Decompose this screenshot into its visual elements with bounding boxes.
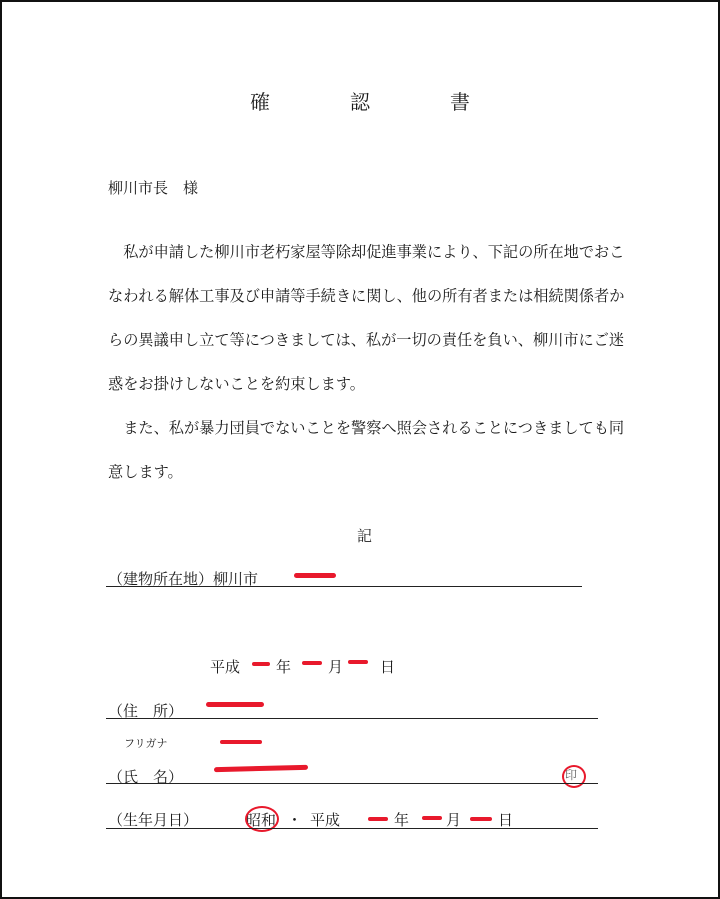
- birth-label: （生年月日）: [108, 811, 199, 829]
- date-era: 平成: [210, 658, 241, 676]
- redaction-mark: [214, 765, 308, 772]
- redaction-mark: [302, 661, 322, 665]
- addressee: 柳川市長 様: [108, 179, 199, 197]
- furigana-label: フリガナ: [124, 737, 168, 750]
- location-underline: [106, 586, 582, 587]
- ki-heading: 記: [357, 527, 373, 545]
- seal-circle: [562, 765, 586, 788]
- name-label: （氏 名）: [108, 768, 184, 786]
- birth-underline: [106, 828, 598, 829]
- redaction-mark: [294, 573, 336, 578]
- date-day: 日: [380, 658, 396, 676]
- redaction-mark: [422, 816, 442, 820]
- birth-era-showa: 昭和: [246, 811, 277, 829]
- redaction-mark: [470, 817, 492, 821]
- birth-day: 日: [498, 811, 514, 829]
- redaction-mark: [252, 662, 270, 666]
- redaction-mark: [368, 817, 388, 821]
- redaction-mark: [206, 702, 264, 707]
- date-month: 月: [328, 658, 344, 676]
- document-title: 確 認 書: [250, 90, 500, 114]
- date-year: 年: [276, 658, 292, 676]
- birth-year: 年: [394, 811, 410, 829]
- redaction-mark: [220, 740, 262, 744]
- seal-char: 印: [565, 768, 578, 782]
- body-paragraph-1: 私が申請した柳川市老朽家屋等除却促進事業により、下記の所在地でおこなわれる解体工事及び申請等手続きに関し、他の所有者または相続関係者からの異議申し立て等につきましては、私が一切の責任を負い、柳川市にご迷惑をお掛けしないことを約束します。: [108, 243, 625, 393]
- birth-month: 月: [446, 811, 462, 829]
- location-label: （建物所在地）柳川市: [108, 570, 259, 588]
- address-underline: [106, 718, 598, 719]
- birth-separator: ・: [287, 811, 303, 829]
- birth-era-heisei: 平成: [310, 811, 341, 829]
- name-underline: [106, 783, 598, 784]
- redaction-mark: [348, 660, 368, 664]
- body-paragraph-2: また、私が暴力団員でないことを警察へ照会されることにつきましても同意します。: [108, 419, 625, 481]
- address-label: （住 所）: [108, 702, 184, 720]
